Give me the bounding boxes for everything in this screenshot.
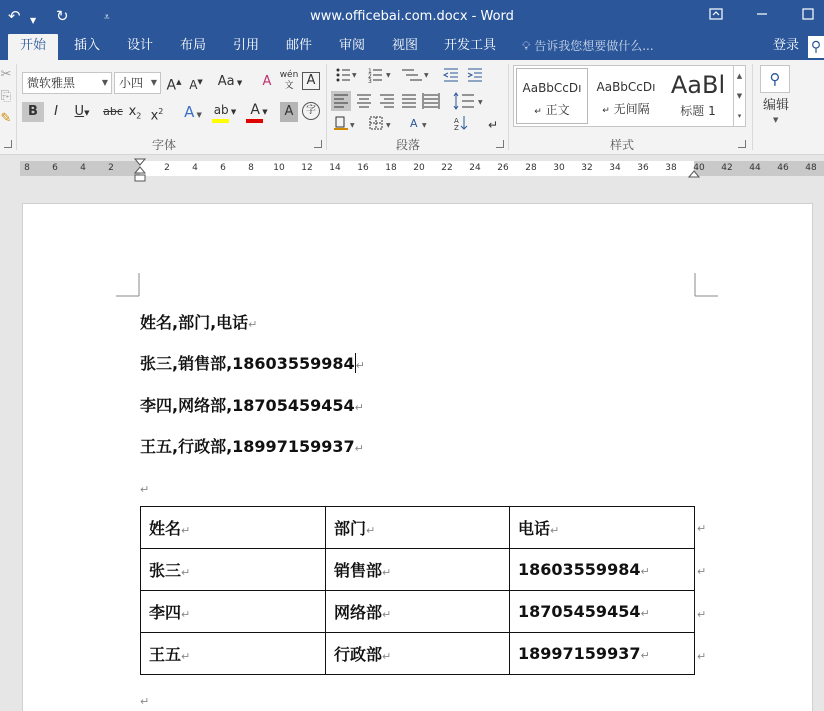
table-cell[interactable]: 网络部↵ [326,591,510,633]
divider [326,64,327,150]
font-launcher-icon[interactable] [314,140,322,148]
ruler-tick-label: 38 [665,163,677,173]
ruler-tick-label: 24 [469,163,481,173]
customize-qat-icon[interactable]: ⩡ [104,12,110,23]
chevron-down-icon[interactable]: ▼ [773,116,779,124]
gallery-down-icon[interactable]: ▼ [733,86,745,106]
subscript-icon: x [128,104,137,119]
table-cell[interactable]: 18705459454↵ [510,591,695,633]
document-paragraph[interactable]: 李四,网络部,18705459454↵ [140,396,364,415]
sort-icon [454,116,467,131]
row-end-mark-icon: ↵ [697,565,707,578]
horizontal-ruler[interactable] [0,155,824,183]
ruler-tick-label: 2 [164,163,170,173]
chinese-layout-icon [410,117,427,130]
show-hide-marks-icon [488,118,498,131]
grow-font-button[interactable]: A▲ [166,77,182,94]
ruler-tick-label: 4 [80,163,86,173]
ruler-tick-label: 20 [413,163,425,173]
font-color-swatch [246,119,263,123]
svg-text:▼: ▼ [350,122,355,129]
redo-icon[interactable]: ↻ [56,7,69,25]
ribbon-display-options-icon[interactable] [705,5,727,27]
highlight-button[interactable]: ab ▼ [210,100,240,120]
paragraph-mark-icon: ↵ [140,483,150,496]
ruler-tick-label: 32 [581,163,593,173]
paragraph-launcher-icon[interactable] [496,140,504,148]
ruler-tick-label: 14 [329,163,341,173]
styles-group-label: 样式 [610,138,635,152]
ruler-tick-label: 28 [525,163,537,173]
tab-view[interactable]: 视图 [391,38,418,53]
table-cell[interactable]: 行政部↵ [326,633,510,675]
font-size-value: 小四 [119,76,144,90]
tab-developer[interactable]: 开发工具 [443,38,496,53]
increase-indent-icon [468,69,482,81]
ruler-tick-label: 2 [108,163,114,173]
margin-corner-top-left [116,273,140,297]
table-cell[interactable]: 张三↵ [141,549,326,591]
tab-layout[interactable]: 布局 [179,38,206,53]
tab-mailings[interactable]: 邮件 [285,38,312,53]
svg-text:Z: Z [454,124,459,131]
empty-paragraph[interactable] [140,478,149,497]
indent-marker-icon[interactable] [133,157,147,185]
table-row [141,633,695,675]
shrink-font-icon: A [189,78,198,92]
paragraph-mark-icon: ↵ [354,401,364,414]
lightbulb-icon: 💡︎ [522,39,531,53]
ruler-tick-label: 36 [637,163,649,173]
multilevel-list-icon [402,70,429,80]
ruler-tick-label: 26 [497,163,509,173]
divider [752,64,753,150]
bullets-icon [337,69,358,82]
paragraph-tools [330,65,510,131]
svg-text:▼: ▼ [478,99,483,106]
bold-icon: B [28,104,38,119]
style-label: ↵ 正文 [534,103,570,117]
undo-icon[interactable]: ↶ [8,7,21,25]
document-paragraph[interactable]: 姓名,部门,电话↵ [140,313,258,332]
svg-text:▼: ▼ [352,72,357,79]
font-size-combo[interactable] [114,72,161,94]
style-preview: AaBbCcDı [522,81,582,95]
sign-in-link[interactable]: 登录 [773,38,800,53]
align-left-selected [331,91,351,111]
maximize-icon[interactable] [797,5,819,27]
table-cell[interactable]: 李四↵ [141,591,326,633]
empty-paragraph[interactable] [140,690,149,709]
document-paragraph[interactable]: 王五,行政部,18997159937↵ [140,437,364,456]
table-cell[interactable]: 18997159937↵ [510,633,695,675]
chevron-down-icon[interactable]: ▼ [101,78,108,87]
ruler-tick-label: 6 [52,163,58,173]
strikethrough-icon: abc [103,105,123,118]
ruler-tick-label: 22 [441,163,453,173]
clear-formatting-icon: A [262,74,272,89]
style-normal[interactable] [516,68,588,124]
row-end-mark-icon: ↵ [697,650,707,663]
window-title: www.officebai.com.docx - Word [310,9,514,24]
table-cell[interactable]: 销售部↵ [326,549,510,591]
strikethrough-button[interactable] [100,102,126,122]
grow-font-icon: A [166,77,177,94]
styles-gallery [513,65,746,127]
svg-text:↵: ↵ [488,118,499,131]
underline-button[interactable]: U▼ [74,104,90,119]
ruler-tick-label: 8 [248,163,254,173]
font-group-label: 字体 [152,138,177,152]
ruler-tick-label: 34 [609,163,621,173]
character-border-button[interactable] [302,72,320,90]
phonetic-guide-icon: wén [279,70,299,80]
font-name-combo[interactable] [22,72,112,94]
svg-text:A: A [454,117,459,125]
ruler-tick-label: 40 [693,163,705,173]
highlight-icon: ab [213,103,229,117]
tab-references[interactable]: 引用 [232,38,259,53]
line-spacing-icon [454,93,483,109]
font-name-value: 微软雅黑 [27,76,76,90]
svg-text:▼: ▼ [422,122,427,129]
ruler-tick-label: 46 [777,163,789,173]
svg-text:A: A [410,117,418,130]
title-bar [0,0,824,34]
decrease-indent-icon [444,69,458,81]
ribbon [0,60,824,155]
font-color-button[interactable]: A ▼ [244,100,274,120]
table-row [141,591,695,633]
tell-me-search[interactable] [522,34,654,60]
superscript-icon: x [150,108,159,124]
italic-icon: I [54,104,58,119]
justify-icon [402,95,416,107]
format-painter-icon[interactable]: ✎ [0,111,12,126]
styles-launcher-icon[interactable] [738,140,746,148]
table-row [141,549,695,591]
ruler-tick-label: 44 [749,163,761,173]
search-icon[interactable]: ⚲ [760,65,790,93]
ruler-tick-label: 6 [220,163,226,173]
row-end-mark-icon: ↵ [697,522,707,535]
distributed-icon [423,93,439,109]
italic-button[interactable] [47,102,65,122]
tab-design[interactable]: 设计 [126,38,153,53]
table-cell[interactable]: 姓名↵ [141,507,326,549]
change-case-icon: Aa [217,74,235,89]
ruler-tick-label: 18 [385,163,397,173]
cut-icon[interactable]: ✂ [0,67,12,82]
ruler-tick-label: 8 [24,163,30,173]
text-effects-icon: A [184,103,195,121]
superscript-button[interactable]: $x^2$ [150,107,164,124]
paragraph-mark-icon: ↵ [355,359,365,372]
style-preview: AaBbCcDı [596,80,656,94]
character-shading-button[interactable] [280,102,298,122]
align-center-icon [357,95,371,107]
style-preview: AaBl [670,71,726,99]
enclose-characters-button[interactable] [302,102,320,120]
svg-text:▼: ▼ [424,72,429,79]
divider [16,64,17,150]
character-border-icon: A [306,73,316,88]
svg-text:▼: ▼ [386,72,391,79]
svg-text:3: 3 [368,78,372,85]
table-cell[interactable]: 18603559984↵ [510,549,695,591]
ruler-tick-label: 4 [192,163,198,173]
style-no-spacing[interactable] [590,68,662,124]
borders-icon [370,117,391,129]
highlight-color-swatch [212,119,229,123]
svg-text:1: 1 [368,68,372,75]
right-indent-marker-icon[interactable] [687,167,701,179]
undo-dropdown-icon[interactable]: ▼ [30,16,37,25]
user-icon[interactable]: ⚲ [808,36,824,58]
tab-insert[interactable]: 插入 [73,38,100,53]
copy-icon[interactable]: ⎘ [0,89,12,104]
ruler-tick-label: 42 [721,163,733,173]
ruler-tick-label: 10 [273,163,285,173]
divider [508,64,509,150]
style-heading-1[interactable] [664,68,732,124]
ruler-tick-label: 48 [805,163,817,173]
row-end-mark-icon: ↵ [697,608,707,621]
ribbon-tabs [0,34,824,60]
change-case-button[interactable]: Aa ▼ [217,74,243,89]
table-row [141,507,695,549]
paragraph-group-label: 段落 [396,138,421,152]
table-cell[interactable]: 部门↵ [326,507,510,549]
edit-button[interactable]: 编辑 [762,98,789,113]
document-paragraph[interactable]: 张三,销售部,18603559984↵ [140,354,365,373]
table-cell[interactable]: 电话↵ [510,507,695,549]
tab-review[interactable]: 审阅 [338,38,365,53]
align-right-icon [380,95,394,107]
phonetic-guide-button[interactable]: wén 文 [279,70,299,91]
shrink-font-button[interactable]: A▼ [189,78,203,92]
ruler-tick-label: 30 [553,163,565,173]
clear-formatting-button[interactable] [258,72,276,92]
paragraph-mark-icon: ↵ [140,695,150,708]
numbering-icon [368,68,391,85]
minimize-icon[interactable] [751,5,773,27]
shading-icon [334,117,355,129]
chevron-down-icon[interactable]: ▼ [150,78,157,87]
margin-corner-top-right [694,273,718,297]
subscript-button[interactable]: $x_2$ [128,104,142,121]
clipboard-launcher-icon[interactable] [4,140,12,148]
bold-button[interactable] [22,102,44,122]
ruler-tick-label: 12 [301,163,313,173]
table-cell[interactable]: 王五↵ [141,633,326,675]
gallery-more-icon[interactable]: ▾ [733,106,745,126]
style-label: 标题 1 [680,104,716,118]
ruler-tick-label: 16 [357,163,369,173]
svg-text:2: 2 [368,73,372,80]
style-label: ↵ 无间隔 [602,102,650,116]
enclose-characters-icon: 字 [306,105,316,116]
underline-icon: U [74,104,85,119]
character-shading-icon: A [284,104,294,119]
tab-home[interactable]: 开始 [8,34,58,60]
text-effects-button[interactable]: A ▼ [184,103,202,121]
paragraph-mark-icon: ↵ [354,442,364,455]
gallery-up-icon[interactable]: ▲ [733,66,745,86]
svg-text:▼: ▼ [386,122,391,129]
paragraph-mark-icon: ↵ [248,318,258,331]
font-color-icon: A [250,102,260,118]
document-table[interactable] [140,506,695,675]
tell-me-text: 告诉我您想要做什么... [534,39,654,53]
